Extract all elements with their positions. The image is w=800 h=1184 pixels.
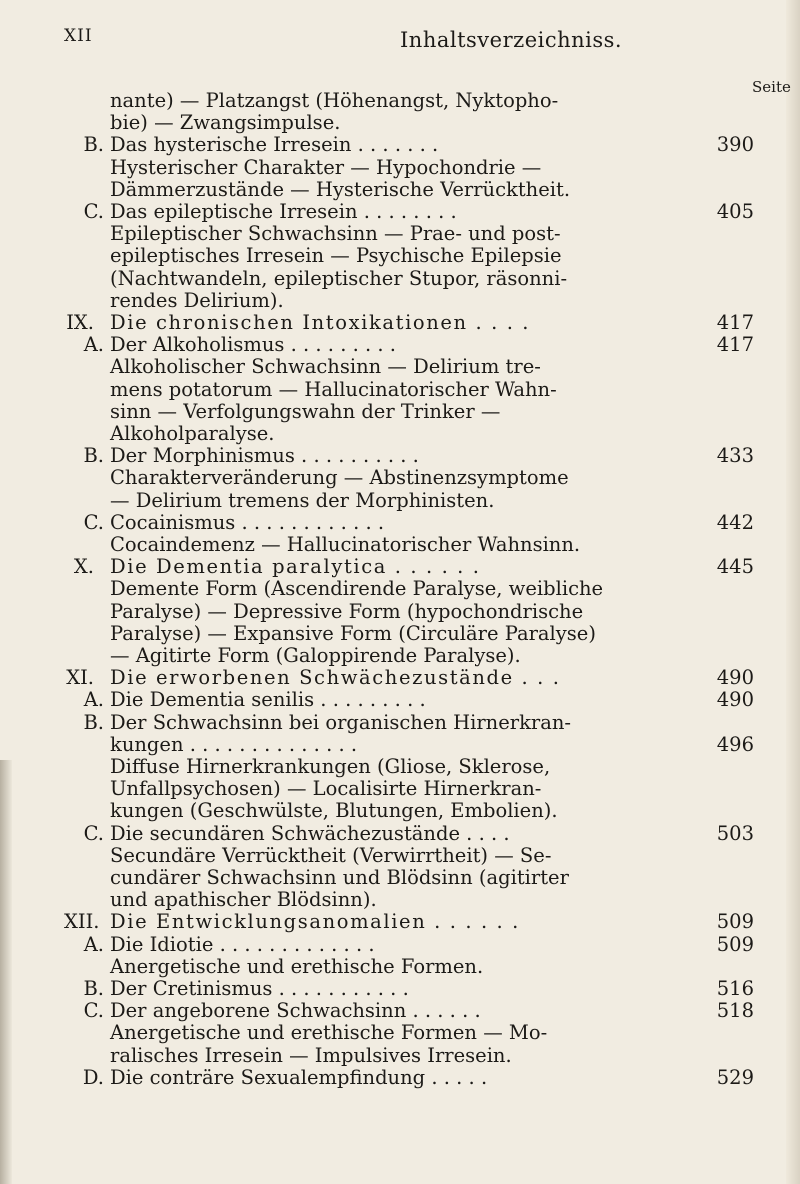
- section-description: Cocaindemenz — Hallucinatorischer Wahnsinn.: [110, 533, 581, 556]
- page-reference: 417: [716, 311, 754, 334]
- section-description: epileptisches Irresein — Psychische Epilepsie: [110, 244, 562, 268]
- section-description: (Nachtwandeln, epileptischer Stupor, räsonni-: [110, 266, 568, 290]
- section-description: kungen (Geschwülste, Blutungen, Embolien).: [110, 799, 558, 823]
- page-edge-right: [786, 0, 800, 1184]
- chapter-title: Die chronischen Intoxikationen . . . .: [110, 311, 531, 334]
- section-description: bie) — Zwangsimpulse.: [110, 111, 341, 135]
- toc-line: [0, 467, 760, 489]
- toc-line: [0, 245, 760, 267]
- section-description: nante) — Platzangst (Höhenangst, Nyktopho-: [110, 89, 559, 112]
- section-letter: A.: [83, 333, 104, 357]
- toc-line: [0, 356, 760, 378]
- toc-line: [0, 90, 760, 112]
- section-title: Der Morphinismus . . . . . . . . . .: [110, 444, 419, 468]
- toc-line: [0, 756, 760, 778]
- section-description: ralisches Irresein — Impulsives Irresein.: [110, 1043, 512, 1067]
- page-reference: 496: [716, 732, 754, 756]
- section-description: Dämmerzustände — Hysterische Verrücktheit.: [110, 177, 571, 201]
- page-reference: 509: [716, 932, 754, 956]
- section-description: Anergetische und erethische Formen.: [110, 954, 484, 978]
- toc-line: [0, 1000, 760, 1022]
- page-reference: 529: [716, 1065, 754, 1089]
- page-reference: 490: [716, 688, 754, 712]
- page-number: XII: [64, 26, 93, 46]
- toc-line: [0, 623, 760, 645]
- section-letter: C.: [83, 200, 104, 223]
- page-reference: 442: [716, 510, 754, 534]
- section-letter: A.: [83, 688, 104, 712]
- section-description: und apathischer Blödsinn).: [110, 888, 377, 912]
- toc-line: [0, 978, 760, 1000]
- section-description: Charakterveränderung — Abstinenzsymptome: [110, 466, 569, 490]
- toc-line: [0, 223, 760, 245]
- page-reference: 490: [716, 666, 754, 690]
- chapter-title: Die Entwicklungsanomalien . . . . . .: [110, 910, 520, 934]
- toc-line: [0, 268, 760, 290]
- section-description: Paralyse) — Depressive Form (hypochondrische: [110, 599, 584, 623]
- section-title: Die conträre Sexualempfindung . . . . .: [110, 1065, 488, 1089]
- section-letter: B.: [83, 977, 104, 1000]
- chapter-title: Die erworbenen Schwächezustände . . .: [110, 666, 561, 690]
- toc-line: [0, 312, 760, 334]
- toc-line: [0, 667, 760, 689]
- toc-line: [0, 1045, 760, 1067]
- section-description: Unfallpsychosen) — Localisirte Hirnerkran-: [110, 777, 542, 801]
- section-description: Diffuse Hirnerkrankungen (Gliose, Sklerose,: [110, 755, 551, 778]
- page-reference: 509: [716, 910, 754, 934]
- page-reference: 390: [716, 133, 754, 157]
- page-reference: 518: [716, 999, 754, 1023]
- section-title: Der Cretinismus . . . . . . . . . . .: [110, 977, 409, 1000]
- toc-line: [0, 112, 760, 134]
- toc-line: [0, 490, 760, 512]
- page-reference: 503: [716, 821, 754, 845]
- toc-line: [0, 778, 760, 800]
- page-column-label: Seite: [752, 78, 791, 96]
- section-description: kungen . . . . . . . . . . . . . .: [110, 732, 358, 756]
- section-description: Hysterischer Charakter — Hypochondrie —: [110, 155, 542, 179]
- section-description: Demente Form (Ascendirende Paralyse, weibliche: [110, 577, 604, 601]
- section-description: mens potatorum — Hallucinatorischer Wahn-: [110, 377, 557, 401]
- chapter-number: X.: [73, 555, 94, 579]
- running-title: Inhaltsverzeichniss.: [400, 28, 623, 52]
- toc-line: [0, 157, 760, 179]
- toc-line: [0, 401, 760, 423]
- toc-line: [0, 734, 760, 756]
- page-reference: 405: [716, 200, 754, 223]
- toc-line: [0, 934, 760, 956]
- toc-line: [0, 134, 760, 156]
- toc-line: [0, 379, 760, 401]
- toc-line: [0, 867, 760, 889]
- toc-line: [0, 689, 760, 711]
- toc-line: [0, 956, 760, 978]
- section-description: Paralyse) — Expansive Form (Circuläre Paralyse): [110, 621, 596, 645]
- section-description: Alkoholparalyse.: [110, 422, 275, 445]
- toc-line: [0, 423, 760, 445]
- chapter-number: XII.: [64, 910, 100, 934]
- toc-line: [0, 556, 760, 578]
- toc-line: [0, 911, 760, 933]
- toc-line: [0, 1067, 760, 1089]
- chapter-number: IX.: [66, 311, 94, 334]
- chapter-number: XI.: [66, 666, 94, 690]
- section-title: Cocainismus . . . . . . . . . . . .: [110, 510, 385, 534]
- toc-line: [0, 445, 760, 467]
- section-letter: B.: [83, 133, 104, 157]
- section-title: Das hysterische Irresein . . . . . . .: [110, 133, 439, 157]
- toc-line: [0, 800, 760, 822]
- toc-line: [0, 578, 760, 600]
- section-letter: C.: [83, 999, 104, 1023]
- page-reference: 445: [716, 555, 754, 579]
- section-description: — Agitirte Form (Galoppirende Paralyse).: [110, 644, 521, 667]
- section-description: sinn — Verfolgungswahn der Trinker —: [110, 399, 501, 423]
- section-description: Alkoholischer Schwachsinn — Delirium tre-: [110, 355, 541, 379]
- toc-line: [0, 645, 760, 667]
- toc-line: [0, 889, 760, 911]
- chapter-title: Die Dementia paralytica . . . . . .: [110, 555, 481, 579]
- toc-line: [0, 712, 760, 734]
- page-reference: 433: [716, 444, 754, 468]
- section-title: Die secundären Schwächezustände . . . .: [110, 821, 510, 845]
- section-letter: B.: [83, 444, 104, 468]
- section-letter: C.: [83, 510, 104, 534]
- toc-line: [0, 512, 760, 534]
- toc-line: [0, 179, 760, 201]
- page-reference: 516: [716, 977, 754, 1000]
- section-title: Der Alkoholismus . . . . . . . . .: [110, 333, 396, 357]
- section-title: Der Schwachsinn bei organischen Hirnerkran-: [110, 710, 571, 734]
- toc-line: [0, 201, 760, 223]
- section-description: — Delirium tremens der Morphinisten.: [110, 488, 495, 512]
- toc-line: [0, 534, 760, 556]
- toc-line: [0, 601, 760, 623]
- toc-line: [0, 845, 760, 867]
- section-description: rendes Delirium).: [110, 288, 284, 312]
- section-letter: C.: [83, 821, 104, 845]
- section-title: Das epileptische Irresein . . . . . . . .: [110, 200, 457, 223]
- section-letter: D.: [82, 1065, 104, 1089]
- section-description: Secundäre Verrücktheit (Verwirrtheit) — Se-: [110, 843, 552, 867]
- toc-line: [0, 823, 760, 845]
- toc-line: [0, 290, 760, 312]
- section-letter: B.: [83, 710, 104, 734]
- section-description: Epileptischer Schwachsinn — Prae- und post-: [110, 222, 561, 246]
- section-title: Die Dementia senilis . . . . . . . . .: [110, 688, 426, 712]
- section-title: Der angeborene Schwachsinn . . . . . .: [110, 999, 481, 1023]
- section-description: Anergetische und erethische Formen — Mo-: [110, 1021, 548, 1045]
- page-reference: 417: [716, 333, 754, 357]
- section-letter: A.: [83, 932, 104, 956]
- section-title: Die Idiotie . . . . . . . . . . . . .: [110, 932, 375, 956]
- section-description: cundärer Schwachsinn und Blödsinn (agitirter: [110, 866, 569, 889]
- toc-line: [0, 1022, 760, 1044]
- toc-line: [0, 334, 760, 356]
